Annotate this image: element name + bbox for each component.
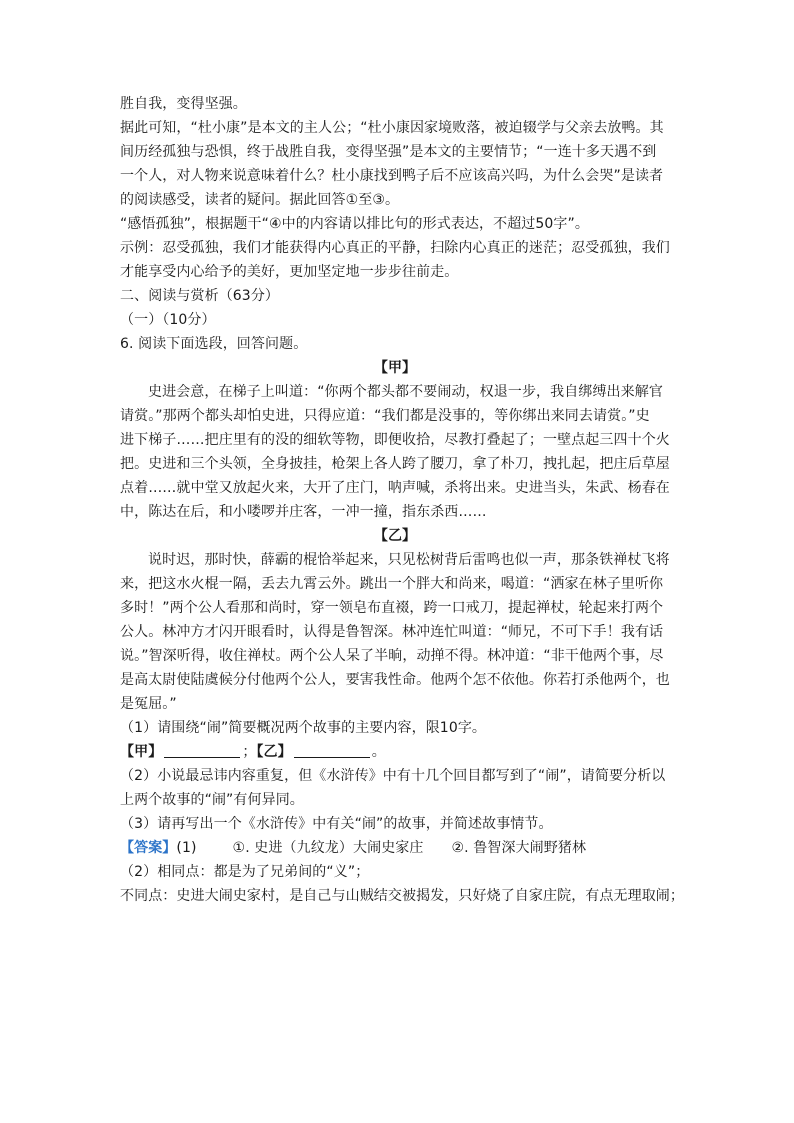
blank-end-punct: 。 — [371, 744, 386, 760]
answer-same-point: （2）相同点：都是为了兄弟间的“义”； — [120, 864, 370, 880]
question-6-prompt: 6. 阅读下面选段，回答问题。 — [120, 336, 308, 352]
passage-yi-line: 多时！”两个公人看那和尚时，穿一领皂布直裰，跨一口戒刀，提起禅杖，轮起来打两个 — [120, 600, 664, 616]
answer-diff-point: 不同点：史进大闹史家村，是自己与山贼结交被揭发，只好烧了自家庄院，有点无理取闹； — [120, 888, 684, 904]
intro-line: 一个人，对人物来说意味着什么？杜小康找到鸭子后不应该高兴吗，为什么会哭”是读者 — [120, 168, 664, 184]
passage-jia-line: 请赏。”那两个都头却怕史进，只得应道：“我们都是没事的，等你绑出来同去请赏。”史 — [120, 408, 650, 424]
intro-line: “感悟孤独”，根据题干“④中的内容请以排比句的形式表达，不超过50字”。 — [120, 216, 589, 232]
passage-jia-line: 点着……就中堂又放起火来，大开了庄门，呐声喊，杀将出来。史进当头，朱武、杨春在 — [120, 480, 670, 496]
answer-tag: 【答案】 — [120, 840, 177, 856]
passage-jia-heading: 【甲】 — [373, 360, 417, 376]
answer-item-1: ①. 史进（九纹龙）大闹史家庄 — [232, 840, 424, 856]
intro-line: 才能享受内心给予的美好，更加坚定地一步步往前走。 — [120, 264, 459, 280]
intro-line: 示例：忍受孤独，我们才能获得内心真正的平静，扫除内心真正的迷茫；忍受孤独，我们 — [120, 240, 670, 256]
document-body — [120, 92, 684, 908]
passage-yi-heading: 【乙】 — [373, 528, 417, 544]
question-3: （3）请再写出一个《水浒传》中有关“闹”的故事，并简述故事情节。 — [120, 816, 553, 832]
passage-yi-line: 是冤屈。” — [120, 696, 177, 712]
question-1: （1）请围绕“闹”简要概况两个故事的主要内容，限10字。 — [120, 720, 487, 736]
question-2-line: （2）小说最忌讳内容重复，但《水浒传》中有十几个回目都写到了“闹”，请简要分析以 — [120, 768, 666, 784]
answer-blank-jia[interactable] — [164, 742, 240, 758]
blank-label-jia: 【甲】 — [120, 744, 163, 760]
question-1-blanks — [120, 740, 670, 764]
passage-jia-line: 进下梯子……把庄里有的没的细软等物，即便收拾，尽教打叠起了；一壁点起三四十个火 — [120, 432, 670, 448]
section-title: 二、阅读与赏析（63分） — [120, 288, 280, 304]
blank-label-yi: 【乙】 — [256, 744, 292, 760]
passage-yi-line: 说。”智深听得，收住禅杖。两个公人呆了半晌，动掸不得。林冲道：“非干他两个事，尽 — [120, 648, 664, 664]
answer-number: (1) — [176, 840, 197, 856]
passage-jia-line: 史进会意，在梯子上叫道：“你两个都头都不要闹动，权退一步，我自绑缚出来解官 — [148, 384, 663, 400]
passage-jia-line: 把。史进和三个头领，全身披挂，枪架上各人跨了腰刀，拿了朴刀，拽扎起，把庄后草屋 — [120, 456, 670, 472]
passage-yi-line: 是高太尉使陆虞候分付他两个公人，要害我性命。他两个怎不依他。你若打杀他两个，也 — [120, 672, 670, 688]
answer-blank-yi[interactable] — [294, 742, 370, 758]
intro-line: 据此可知，“杜小康”是本文的主人公；“杜小康因家境败落，被迫辍学与父亲去放鸭。其 — [120, 120, 664, 136]
intro-line: 胜自我，变得坚强。 — [120, 96, 247, 112]
subsection-title: （一）（10分） — [120, 312, 216, 328]
passage-yi-line: 说时迟，那时快，薛霸的棍恰举起来，只见松树背后雷鸣也似一声，那条铁禅杖飞将 — [148, 552, 670, 568]
passage-jia-line: 中，陈达在后，和小喽啰并庄客，一冲一撞，指东杀西…… — [120, 504, 487, 520]
blank-separator: ； — [242, 744, 257, 760]
answer-line-1 — [120, 836, 670, 860]
intro-line: 间历经孤独与恐惧，终于战胜自我，变得坚强”是本文的主要情节；“一连十多天遇不到 — [120, 144, 657, 160]
intro-line: 的阅读感受，读者的疑问。据此回答①至③。 — [120, 192, 400, 208]
passage-yi-line: 公人。林冲方才闪开眼看时，认得是鲁智深。林冲连忙叫道：“师兄，不可下手！我有话 — [120, 624, 664, 640]
question-2-line: 上两个故事的“闹”有何异同。 — [120, 792, 304, 808]
passage-yi-line: 来，把这水火棍一隔，丢去九霄云外。跳出一个胖大和尚来，喝道：“洒家在林子里听你 — [120, 576, 664, 592]
answer-item-2: ②. 鲁智深大闹野猪林 — [451, 840, 587, 856]
